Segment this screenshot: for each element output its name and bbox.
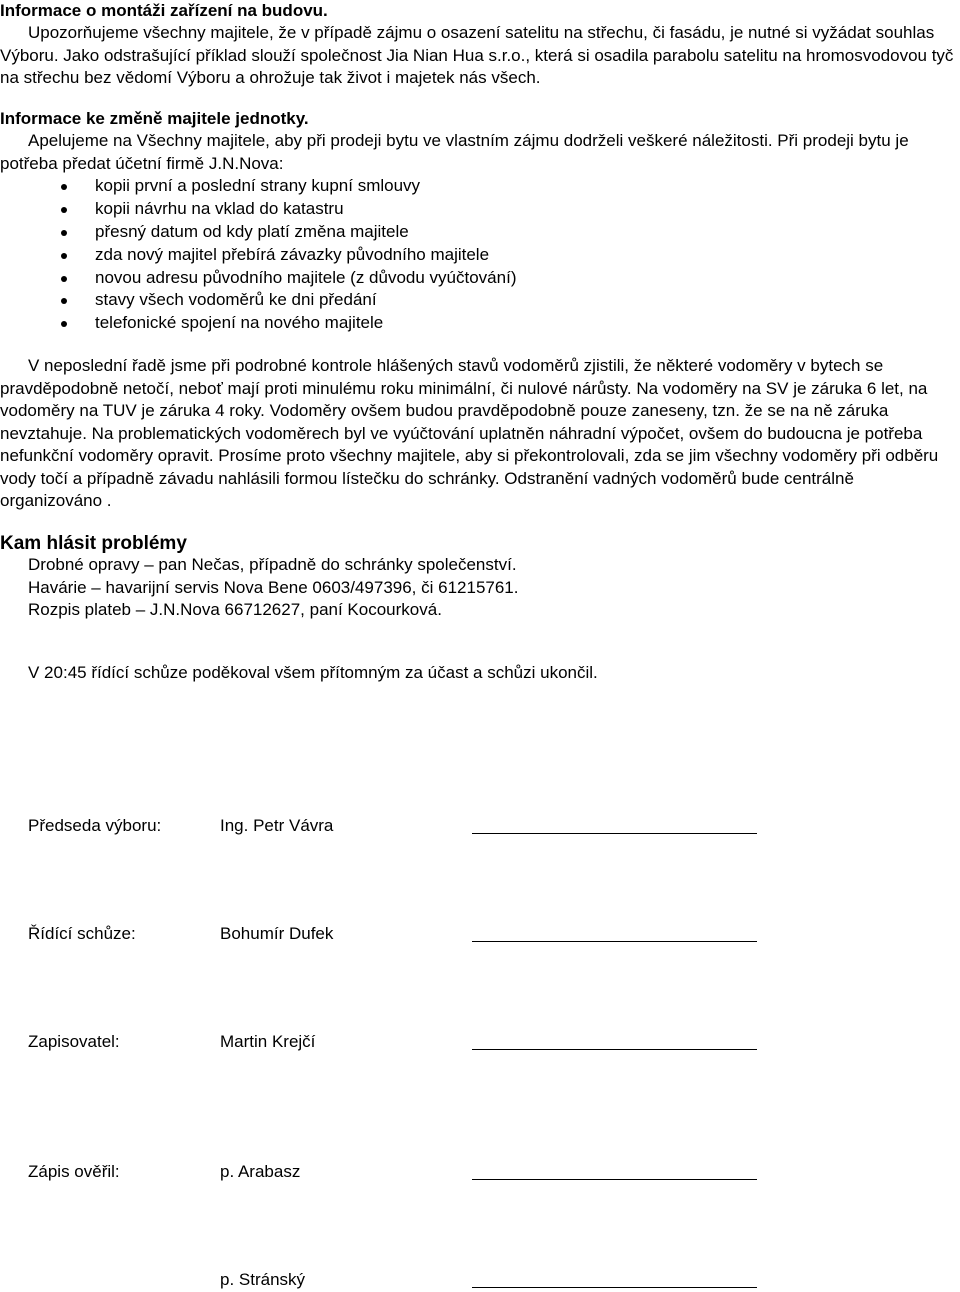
bullet-icon bbox=[61, 184, 67, 190]
bullet-icon bbox=[61, 230, 67, 236]
owner-change-text: Apelujeme na Všechny majitele, aby při prodeji bytu ve vlastním zájmu dodrželi veškeré náležitosti. Při prodeji bytu je potřeba předat účetní firmě J.N.Nova: bbox=[0, 131, 909, 173]
list-item bbox=[0, 244, 516, 267]
signature-line bbox=[472, 1287, 757, 1288]
problems-line: Havárie – havarijní servis Nova Bene 0603/497396, či 61215761. bbox=[28, 578, 519, 597]
list-item bbox=[0, 267, 516, 290]
signature-name: p. Arabasz bbox=[220, 1162, 301, 1181]
list-item-text: stavy všech vodoměrů ke dni předání bbox=[95, 290, 377, 310]
signature-line bbox=[472, 1179, 757, 1180]
signature-role: Řídící schůze: bbox=[28, 924, 136, 943]
list-item-text: zda nový majitel přebírá závazky původního majitele bbox=[95, 244, 490, 264]
closing-statement: V 20:45 řídící schůze poděkoval všem přítomným za účast a schůzi ukončil. bbox=[28, 663, 598, 682]
signature-role: Předseda výboru: bbox=[28, 816, 162, 835]
list-item bbox=[0, 198, 516, 221]
problems-line: Rozpis plateb – J.N.Nova 66712627, paní Kocourková. bbox=[28, 600, 442, 619]
problems-heading: Kam hlásit problémy bbox=[0, 533, 187, 554]
list-item-text: kopii návrhu na vklad do katastru bbox=[95, 198, 344, 218]
bullet-icon bbox=[61, 298, 67, 304]
bullet-icon bbox=[61, 321, 67, 327]
meters-paragraph: V neposlední řadě jsme při podrobné kontrole hlášených stavů vodoměrů zjistili, že některé vodoměry v bytech se pravděpodobně netočí, neboť mají proti minulému roku minimální, či nulové nárůsty. Na vodoměry na SV je záruka 6 let, na vodoměry na TUV je záruka 4 roky. Vodoměry ovšem budou pravděpodobně pouze zaneseny, tzn. že se na ně záruka nevztahuje. Na problematických vodoměrech byl ve vyúčtování uplatněn náhradní výpočet, ovšem do budoucna je potřeba nefunkční vodoměry opravit. Prosíme proto všechny majitele, aby si překontrolovali, zda se jim všechny vodoměry při odběru vody točí a případně závadu nahlásili formou lístečku do schránky. Odstranění vadných vodoměrů bude centrálně organizováno . bbox=[0, 356, 939, 510]
list-item-text: telefonické spojení na nového majitele bbox=[95, 313, 384, 333]
signature-name: p. Stránský bbox=[220, 1270, 306, 1289]
required-documents-list bbox=[0, 175, 516, 335]
install-info-text: Upozorňujeme všechny majitele, že v případě zájmu o osazení satelitu na střechu, či fasádu, je nutné si vyžádat souhlas Výboru. Jako odstrašující příklad slouží společnost Jia Nian Hua s.r.o., která si osadila parabolu satelitu na hromosvodovou tyč na střechu bez vědomí Výboru a ohrožuje tak život i majetek nás všech. bbox=[0, 23, 954, 87]
signature-row bbox=[28, 814, 788, 838]
list-item-text: přesný datum od kdy platí změna majitele bbox=[95, 221, 409, 241]
list-item-text: kopii první a poslední strany kupní smlouvy bbox=[95, 176, 421, 195]
signature-row bbox=[28, 1268, 788, 1292]
bullet-icon bbox=[61, 276, 67, 282]
signature-line bbox=[472, 833, 757, 834]
signature-row bbox=[28, 922, 788, 946]
signature-line bbox=[472, 941, 757, 942]
problems-line: Drobné opravy – pan Nečas, případně do schránky společenství. bbox=[28, 555, 517, 574]
signature-name: Martin Krejčí bbox=[220, 1032, 316, 1051]
list-item-text: novou adresu původního majitele (z důvodu vyúčtování) bbox=[95, 267, 517, 287]
list-item bbox=[0, 221, 516, 244]
owner-change-heading: Informace ke změně majitele jednotky. bbox=[0, 109, 309, 128]
install-info-heading: Informace o montáži zařízení na budovu. bbox=[0, 1, 328, 20]
signature-name: Ing. Petr Vávra bbox=[220, 816, 334, 835]
signature-row bbox=[28, 1030, 788, 1054]
list-item bbox=[0, 289, 516, 312]
signature-line bbox=[472, 1049, 757, 1050]
signature-role: Zapisovatel: bbox=[28, 1032, 120, 1051]
signature-role: Zápis ověřil: bbox=[28, 1162, 120, 1181]
signature-name: Bohumír Dufek bbox=[220, 924, 334, 943]
bullet-icon bbox=[61, 207, 67, 213]
bullet-icon bbox=[61, 253, 67, 259]
list-item bbox=[0, 312, 516, 335]
list-item bbox=[0, 175, 516, 198]
signature-row bbox=[28, 1160, 788, 1184]
